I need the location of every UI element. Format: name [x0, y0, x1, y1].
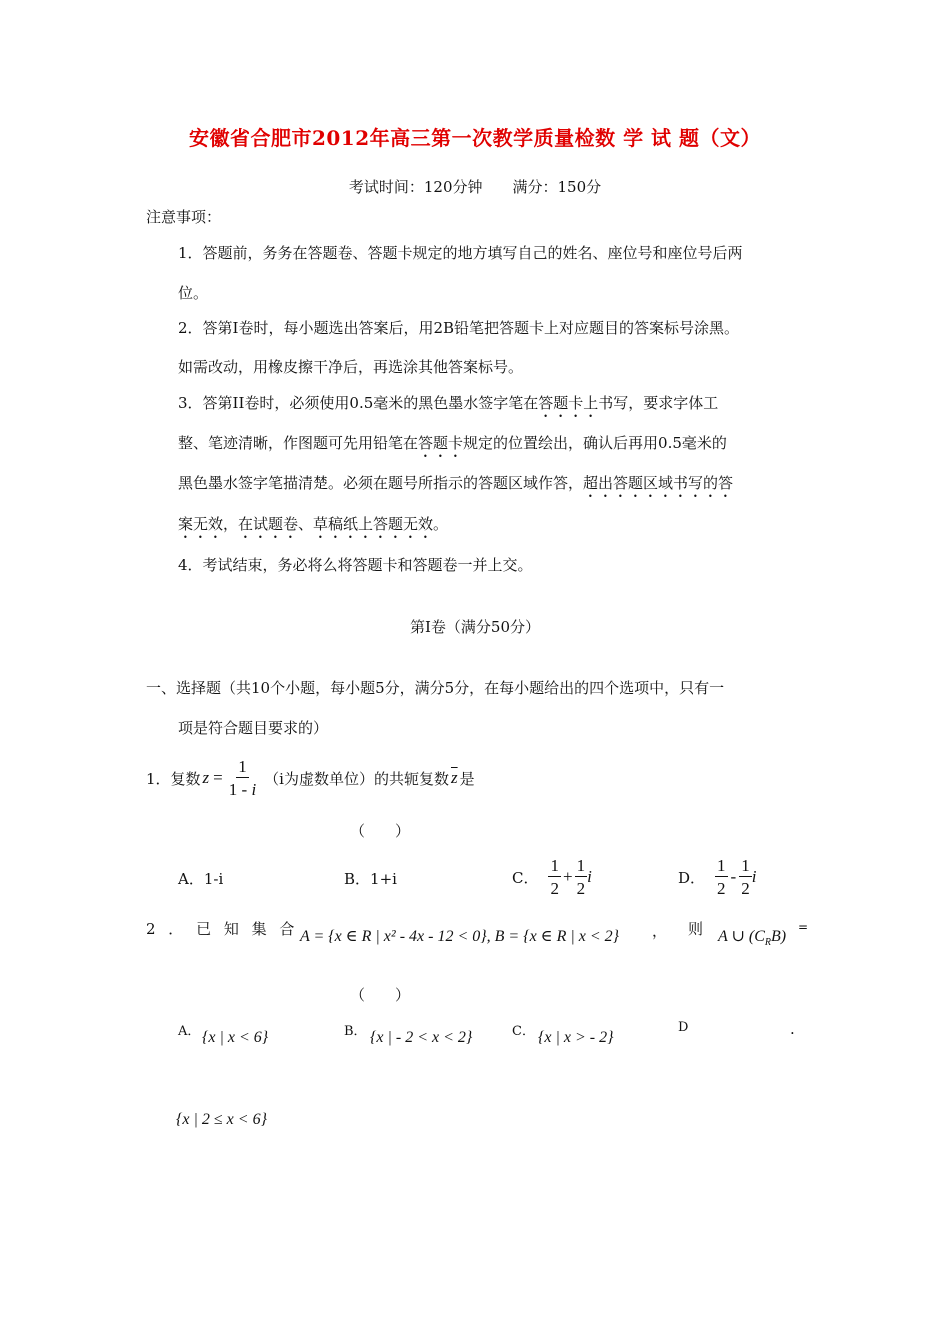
fraction-numerator: 1 — [741, 856, 750, 875]
denominator-text: 1 - — [228, 780, 252, 799]
notice-item-1-line-1: 1．答题前，务务在答题卷、答题卡规定的地方填写自己的姓名、座位号和座位号后两 — [178, 244, 743, 262]
q2-option-d: {x | 2 ≤ x < 6} — [176, 1111, 267, 1128]
q1-option-d — [678, 852, 756, 902]
fraction-half — [575, 857, 588, 897]
fraction — [227, 758, 258, 798]
notice-text: 黑色墨水签字笔描清楚。必须在题号所指示的答题区域作答， — [178, 474, 584, 492]
notice-text: 规定的位置绘出，确认后再用0.5毫米的 — [463, 434, 727, 452]
var-z: z — [202, 768, 210, 787]
question-1-middle: （i为虚数单位）的共轭复数 — [264, 769, 449, 788]
q2-option-a-label: A． — [178, 1024, 201, 1039]
q1-option-b — [344, 868, 397, 889]
var-i: i — [751, 867, 757, 886]
section-1-line-1: 一、选择题（共10个小题，每小题5分，满分5分，在每小题给出的四个选项中，只有一 — [146, 679, 725, 697]
exam-info: 考试时间：120分钟 满分：150分 — [348, 178, 602, 196]
q2-option-c: {x | x > - 2} — [538, 1029, 614, 1046]
fraction-denominator — [227, 778, 258, 798]
question-2-then: 则 — [688, 920, 704, 938]
target-text: B) — [771, 928, 787, 945]
q2-option-b-label: B． — [344, 1024, 367, 1039]
section-1-line-2: 项是符合题目要求的） — [178, 719, 329, 737]
notice-item-3-line-4 — [178, 513, 448, 542]
question-1 — [146, 755, 475, 801]
part-1-heading: 第I卷（满分50分） — [409, 618, 540, 636]
equals-sign: = — [213, 768, 223, 787]
notice-item-3-line-1 — [178, 392, 718, 421]
question-2-comma: ， — [652, 922, 668, 940]
conjugate-z: $\overline{z}$ — [450, 768, 458, 787]
fraction-numerator: 1 — [238, 757, 247, 776]
option-label: A． — [178, 870, 204, 888]
fraction-half — [548, 857, 561, 897]
question-1-answer-paren: （ ） — [350, 822, 411, 840]
question-2-equals: = — [798, 920, 809, 934]
notice-item-3-line-3 — [178, 472, 733, 501]
notice-heading: 注意事项： — [146, 208, 222, 226]
q2-option-b: {x | - 2 < x < 2} — [370, 1029, 473, 1046]
q2-option-d-label: D — [678, 1020, 689, 1035]
notice-item-2-line-1: 2．答第I卷时，每小题选出答案后，用2B铅笔把答题卡上对应题目的答案标号涂黑。 — [178, 319, 740, 337]
var-i: i — [251, 780, 257, 799]
fraction-denominator: 2 — [741, 879, 750, 898]
emphasis-text: 案无效，在试题卷、草稿纸上答题无效 — [178, 515, 434, 533]
question-2-sets: A = {x ∈ R | x² - 4x - 12 < 0}, B = {x ∈ R | x < 2} — [300, 928, 620, 945]
notice-item-1-line-2: 位。 — [178, 284, 209, 302]
notice-text: 书写，要求字体工 — [598, 394, 719, 412]
fraction-denominator: 2 — [550, 879, 559, 898]
plus-sign: + — [562, 867, 573, 886]
var-i: i — [587, 867, 592, 886]
notice-text: 整、笔迹清晰，作图题可先用铅笔在 — [178, 434, 419, 452]
q1-option-c — [512, 852, 592, 902]
notice-item-3-line-2 — [178, 432, 727, 461]
q1-option-a — [178, 868, 223, 889]
q2-option-c-label: C． — [512, 1024, 535, 1039]
q2-option-d-dot: . — [790, 1020, 795, 1038]
notice-text: 。 — [433, 515, 449, 533]
fraction-numerator: 1 — [576, 856, 586, 875]
fraction-half — [739, 857, 752, 897]
minus-sign: - — [730, 867, 737, 886]
option-value: 1+i — [370, 870, 397, 888]
fraction-denominator: 2 — [576, 879, 586, 898]
emphasis-text: 答题卡 — [418, 434, 464, 452]
fraction-numerator: 1 — [550, 856, 559, 875]
fraction-denominator: 2 — [717, 879, 726, 898]
emphasis-text: 超出答题区域书写的答 — [583, 474, 734, 492]
question-1-suffix: 是 — [459, 769, 475, 788]
option-value: 1-i — [203, 870, 224, 888]
target-subscript: R — [764, 937, 771, 949]
option-label: D． — [678, 868, 706, 887]
q2-option-a: {x | x < 6} — [202, 1029, 269, 1046]
option-label: B． — [344, 870, 371, 888]
notice-item-4: 4．考试结束，务必将么将答题卡和答题卷一并上交。 — [178, 556, 533, 574]
notice-text: 3．答第II卷时，必须使用0.5毫米的黑色墨水签字笔在 — [178, 394, 539, 412]
option-label: C． — [512, 868, 539, 887]
fraction-half — [715, 857, 728, 897]
fraction-numerator: 1 — [717, 856, 726, 875]
question-2-answer-paren: （ ） — [350, 986, 411, 1004]
target-text: A ∪ (C — [718, 928, 765, 945]
question-2-prefix: 2 ． 已 知 集 合 — [146, 920, 299, 938]
question-1-prefix: 1．复数 — [146, 769, 201, 788]
page-title: 安徽省合肥市2012年高三第一次教学质量检数 学 试 题（文） — [188, 126, 762, 150]
emphasis-text: 答题卡上 — [538, 394, 599, 412]
notice-item-2-line-2: 如需改动，用橡皮擦干净后，再选涂其他答案标号。 — [178, 358, 524, 376]
question-2-target — [718, 926, 786, 948]
